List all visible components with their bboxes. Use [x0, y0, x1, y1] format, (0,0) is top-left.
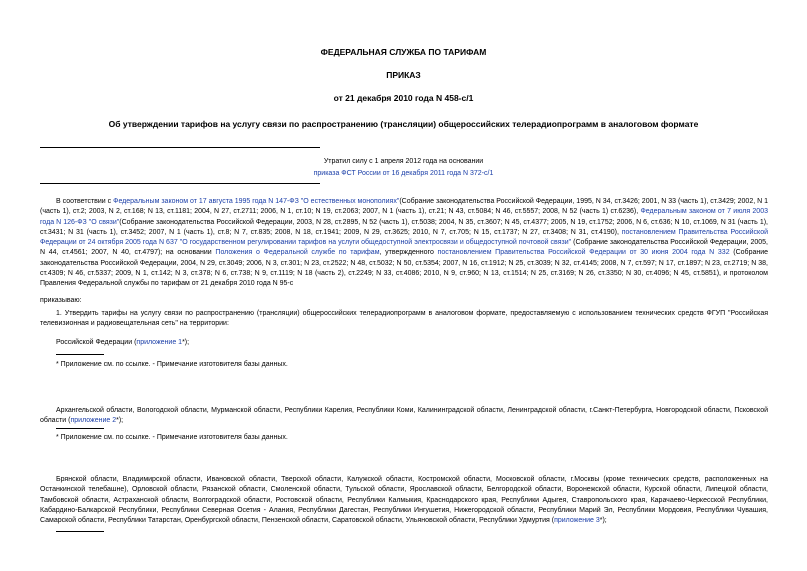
- rf-text: Российской Федерации (: [56, 339, 137, 346]
- link-resolution-637[interactable]: постановлением Правительства Российской Федерации от 24 октября 2005 года N 637 "О государственном регулировании тарифов на услуги общедоступной электросвязи и общедоступной почтовой связи": [40, 228, 768, 247]
- group-2-paragraph: [40, 406, 768, 427]
- group-3-paragraph: [40, 475, 768, 526]
- order-word: приказываю:: [40, 297, 82, 304]
- group-3-suffix: *);: [599, 517, 607, 525]
- preamble-text: (Собрание законодательства Российской Федерации, 2004, N 29, ст.3049; 2006, N 3, ст.301; N 23, ст.2522; N 48, ст.5032; N 50, ст.5354; 2007, N 16, ст.1912; N 25, ст.3039; N 32, ст.4145; 2008, N 7, ст.597; N 17, ст.1897; N 23, ст.2719; N 38, ст.4309; N 46, ст.5337; 2009, N 1, ст.142; N 3, ст.378; N 6, ст.738; N 9, ст.1119; N 18 (часть 2), ст.2249; N 33, ст.4086; 2010, N 9, ст.960; N 13, ст.1514; N 25, ст.3169; N 26, ст.3350; N 30, ст.4096; N 45, ст.5851), и протоколом Правления Федеральной службы по тарифам от 21 декабря 2010 года N 95-с: [40, 249, 769, 288]
- link-appendix-2[interactable]: приложение 2: [70, 417, 117, 425]
- link-resolution-332[interactable]: постановлением Правительства Российской Федерации от 30 июня 2004 года N 332: [437, 249, 730, 257]
- document-type: ПРИКАЗ: [386, 70, 421, 80]
- document-date-number: от 21 декабря 2010 года N 458-с/1: [333, 93, 474, 103]
- rf-suffix: *);: [182, 339, 190, 346]
- footnote-rule: [56, 531, 104, 532]
- preamble-text: (Собрание законодательства Российской Федерации, 1995, N 34, ст.3426; 2001, N 33 (часть 1), ст.3429; 2002, N 1 (часть 1), ст.2; 2003, N 2, ст.168; N 13, ст.1181; 2004, N 27, ст.2711; 2006, N 1, ст.10; N 19, ст.2063; 2007, N 1 (часть 1), ст.21; N 43, ст.5084; N 46, ст.5557; 2008, N 52 (часть 1) ст.6236),: [40, 198, 769, 216]
- preamble-text: В соответствии с: [56, 198, 114, 205]
- link-appendix-1[interactable]: приложение 1: [136, 339, 183, 346]
- link-appendix-3[interactable]: приложение 3: [554, 517, 600, 525]
- rf-line: [56, 339, 189, 346]
- divider-top: [40, 147, 320, 148]
- item-1: 1. Утвердить тарифы на услугу связи по распространению (трансляции) общероссийских телерадиопрограмм в аналоговом формате, предоставляемую с использованием технических средств ФГУП "Российская телевизионная и радиовещательная сеть" на территории:: [40, 310, 768, 328]
- group-3-text: Брянской области, Владимирской области, Ивановской области, Тверской области, Калужской области, Костромской области, Московской области, г.Москвы (кроме технических средств, расположенных на Останкинской телебашне), Орловской области, Рязанской области, Смоленской области, Тульской области, Ярославской области, Белгородской области, Воронежской области, Курской области, Липецкой области, Тамбовской области, Астраханской области, Волгоградской области, Ростовской области, Республики Калмыкия, Краснодарского края, Республики Адыгея, Ставропольского края, Карачаево-Черкесской Республики, Кабардино-Балкарской Республики, Республики Северная Осетия - Алания, Республики Дагестан, Республики Ингушетия, Нижегородской области, Республики Марий Эл, Республики Мордовия, Республики Чувашия, Самарской области, Республики Татарстан, Оренбургской области, Пензенской области, Саратовской области, Ульяновской области, Республики Удмуртия (: [40, 476, 768, 525]
- link-regulation-fst[interactable]: Положения о Федеральной службе по тарифам: [215, 249, 380, 257]
- link-law-126[interactable]: Федеральным законом от 7 июля 2003 года N 126-ФЗ "О связи": [40, 208, 768, 226]
- agency-name: ФЕДЕРАЛЬНАЯ СЛУЖБА ПО ТАРИФАМ: [320, 47, 487, 57]
- link-law-147[interactable]: Федеральным законом от 17 августа 1995 года N 147-ФЗ "О естественных монополиях": [113, 198, 400, 205]
- footnote: * Приложение см. по ссылке. - Примечание изготовителя базы данных.: [56, 361, 288, 368]
- status-note: [0, 156, 807, 181]
- footnote: * Приложение см. по ссылке. - Примечание изготовителя базы данных.: [56, 434, 288, 441]
- group-2-text: Архангельской области, Вологодской области, Мурманской области, Республики Карелия, Республики Коми, Калининградской области, Ленинградской области, г.Санкт-Петербурга, Новгородской области, Псковской области (: [40, 407, 768, 425]
- preamble-paragraph: [40, 197, 768, 290]
- footnote-rule: [56, 354, 104, 355]
- preamble-text: , утвержденного: [379, 249, 438, 257]
- preamble-text: (Собрание законодательства Российской Федерации, 2005, N 44, ст.4561; 2007, N 40, ст.4797); на основании: [40, 239, 768, 257]
- group-2-suffix: *);: [116, 417, 124, 425]
- document-title: Об утверждении тарифов на услугу связи по распространению (трансляции) общероссийских телерадиопрограмм в аналоговом формате: [108, 119, 699, 129]
- footnote-rule: [56, 428, 104, 429]
- status-link[interactable]: приказа ФСТ России от 16 декабря 2011 года N 372-с/1: [313, 170, 494, 178]
- divider-bottom: [40, 183, 320, 184]
- status-line: Утратил силу с 1 апреля 2012 года на основании: [323, 158, 484, 165]
- preamble-text: (Собрание законодательства Российской Федерации, 2003, N 28, ст.2895, N 52 (часть 1), ст.5038; 2004, N 35, ст.3607; N 45, ст.4377; 2005, N 19, ст.1752; 2006, N 6, ст.636; N 10, ст.1069, N 31 (часть 1), ст.3431; N 31 (часть 1), ст.3452; 2007, N 1 (часть 1), ст.8; N 7, ст.835; 2008, N 18, ст.1941; 2009, N 29, ст.3625; 2010, N 7, ст.705; N 15, ст.1737; N 27, ст.3408; N 31, ст.4190),: [40, 218, 768, 236]
